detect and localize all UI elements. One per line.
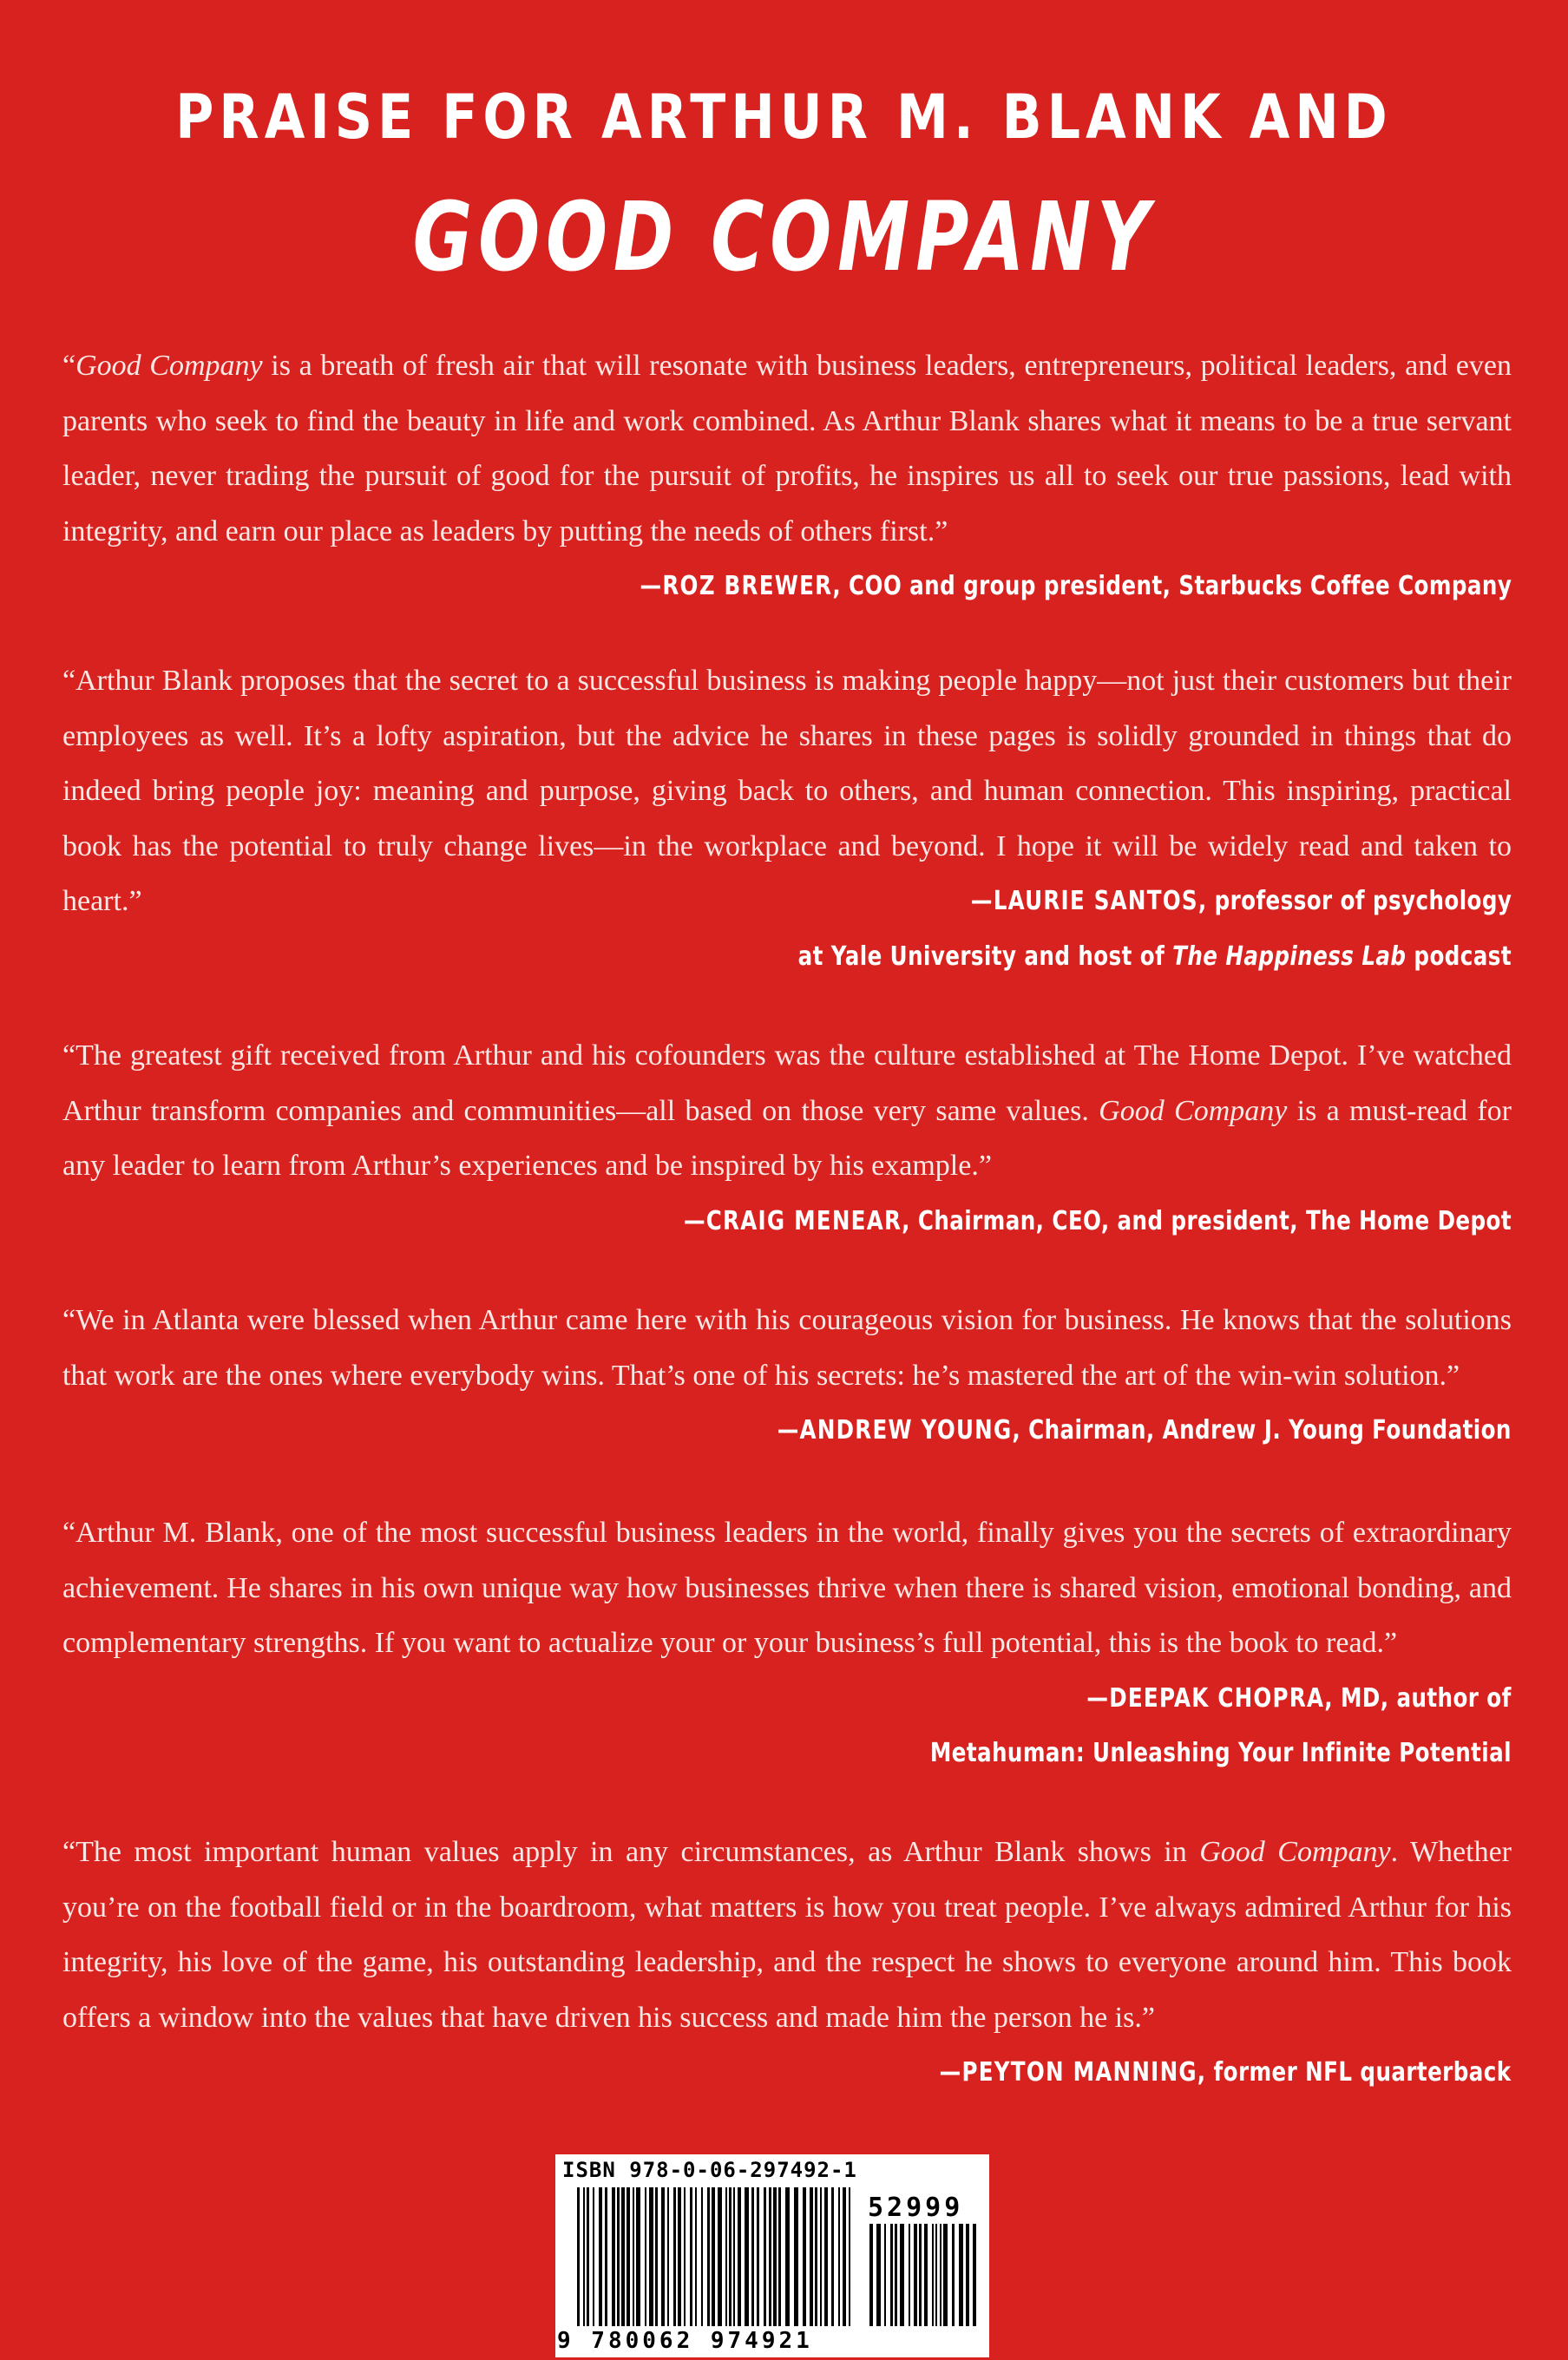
barcode-digits: 9 780062 974921 — [557, 2328, 813, 2354]
header-line-1: PRAISE FOR ARTHUR M. BLANK AND — [175, 82, 1393, 153]
quote-attribution: —PEYTON MANNING, former NFL quarterback — [940, 2057, 1512, 2088]
price-code: 52999 — [868, 2193, 964, 2223]
quote-craig-menear: “The greatest gift received from Arthur and his cofounders was the culture established at The Home Depot. I’ve watched Arthur transform companies and communities—all based on those very same values. Good Company is a must-read for any leader to learn from Arthur’s experiences and be inspired by his example.” —CRAIG MENEAR, Chairman, CEO, and president, The Home Depot — [62, 1028, 1512, 1249]
quote-deepak-chopra — [62, 1505, 1512, 1781]
quote-book-title: Good Company — [1199, 1836, 1391, 1868]
quote-text: “We in Atlanta were blessed when Arthur came here with his courageous vision for business. He knows that the solutions that work are the ones where everybody wins. That’s one of his secrets: he’s mastered the art of the win-win solution.” — [62, 1304, 1512, 1392]
quote-andrew-young — [62, 1293, 1512, 1459]
quote-roz-brewer: “Good Company is a breath of fresh air that will resonate with business leaders, entrepreneurs, political leaders, and even parents who seek to find the beauty in life and work combined. As Arthur Blank shares what it means to be a true servant leader, never trading the pursuit of good for the pursuit of profits, he inspires us all to seek our true passions, lead with integrity, and earn our place as leaders by putting the needs of others first.” —ROZ BREWER, COO and group president, Starbucks Coffee Company — [62, 338, 1512, 614]
barcode-bars — [555, 2154, 989, 2357]
isbn-label: ISBN 978-0-06-297492-1 — [562, 2158, 857, 2182]
quote-book-title: Good Company — [1099, 1094, 1288, 1127]
quote-laurie-santos — [62, 653, 1512, 984]
quote-attribution-line-2: Metahuman: Unleashing Your Infinite Potential — [929, 1738, 1512, 1768]
quote-attribution: —ANDREW YOUNG, Chairman, Andrew J. Young Foundation — [777, 1415, 1512, 1446]
isbn-barcode — [555, 2154, 989, 2357]
quote-attribution: —LAURIE SANTOS, professor of psychology — [970, 886, 1512, 916]
quote-text: “Arthur Blank proposes that the secret to a successful business is making people happy—not just their customers but their employees as well. It’s a lofty aspiration, but the advice he shares in these pages is solidly grounded in things that do indeed bring people joy: meaning and purpose, giving back to others, and human connection. This inspiring, practical book has the potential to truly change lives—in the workplace and beyond. I hope it will be widely read and taken to heart.” — [62, 665, 1512, 917]
quote-attribution: —ROZ BREWER, COO and group president, Starbucks Coffee Company — [640, 571, 1512, 601]
quote-peyton-manning: “The most important human values apply in any circumstances, as Arthur Blank shows in Good Company. Whether you’re on the football field or in the boardroom, what matters is how you treat people. I’ve always admired Arthur for his integrity, his love of the game, his outstanding leadership, and the respect he shows to everyone around him. This book offers a window into the values that have driven his success and made him the person he is.” —PEYTON MANNING, former NFL quarterback — [62, 1825, 1512, 2101]
praise-header — [0, 82, 1568, 292]
quote-text: “Arthur M. Blank, one of the most successful business leaders in the world, finally gives you the secrets of extraordinary achievement. He shares in his own unique way how businesses thrive when there is shared vision, emotional bonding, and complementary strengths. If you want to actualize your or your business’s full potential, this is the book to read.” — [62, 1517, 1512, 1659]
quote-book-title: Good Company — [75, 350, 263, 382]
quote-text: is a breath of fresh air that will resonate with business leaders, entrepreneurs, political leaders, and even parents who seek to find the beauty in life and work combined. As Arthur Blank shares what it means to be a true servant leader, never trading the pursuit of good for the pursuit of profits, he inspires us all to seek our true passions, lead with integrity, and earn our place as leaders by putting the needs of others first.” — [62, 350, 1512, 547]
quote-attribution: —DEEPAK CHOPRA, MD, author of — [1086, 1682, 1512, 1714]
quote-attribution-line-2: at Yale University and host of The Happiness Lab podcast — [797, 941, 1512, 972]
header-book-title: GOOD COMPANY — [412, 181, 1156, 292]
quote-attribution: —CRAIG MENEAR, Chairman, CEO, and president, The Home Depot — [683, 1205, 1512, 1236]
